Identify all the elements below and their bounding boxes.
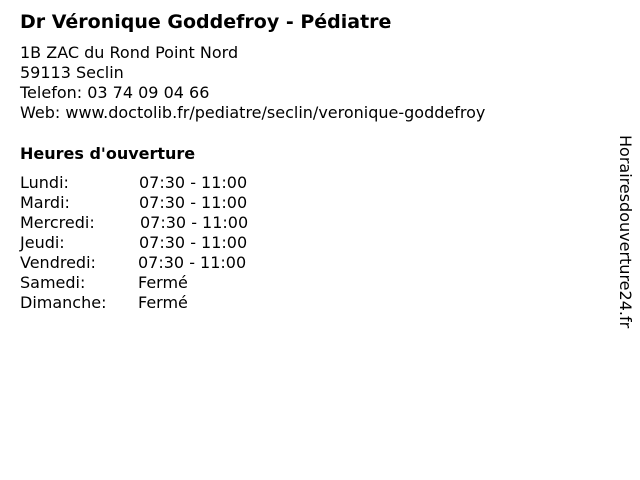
time-value: Fermé: [138, 293, 188, 312]
hours-row: [20, 293, 320, 313]
time-value: 07:30 - 11:00: [139, 233, 248, 252]
time-value: 07:30 - 11:00: [139, 173, 248, 192]
time-value: 07:30 - 11:00: [140, 213, 249, 232]
hours-row: [20, 213, 320, 233]
hours-row: [20, 193, 320, 213]
day-label: Mercredi:: [20, 213, 95, 232]
day-label: Dimanche:: [20, 293, 107, 312]
hours-row: [20, 273, 320, 293]
site-watermark-label: Horairesdouverture24.fr: [616, 135, 635, 329]
time-value: 07:30 - 11:00: [138, 253, 247, 272]
time-value: 07:30 - 11:00: [139, 193, 248, 212]
city: 59113 Seclin: [20, 63, 124, 82]
website: Web: www.doctolib.fr/pediatre/seclin/veronique-goddefroy: [20, 103, 486, 122]
street-address: 1B ZAC du Rond Point Nord: [20, 43, 239, 62]
day-label: Vendredi:: [20, 253, 96, 272]
time-value: Fermé: [138, 273, 188, 292]
day-label: Samedi:: [20, 273, 86, 292]
hours-row: [20, 233, 320, 253]
day-label: Lundi:: [20, 173, 69, 192]
day-label: Mardi:: [20, 193, 70, 212]
page-title: Dr Véronique Goddefroy - Pédiatre: [20, 11, 392, 33]
hours-heading: Heures d'ouverture: [20, 144, 196, 163]
day-label: Jeudi:: [20, 233, 65, 252]
hours-row: [20, 173, 320, 193]
phone-number: Telefon: 03 74 09 04 66: [20, 83, 210, 102]
contact-info: [20, 43, 485, 123]
hours-row: [20, 253, 320, 273]
opening-hours-list: [20, 173, 320, 313]
